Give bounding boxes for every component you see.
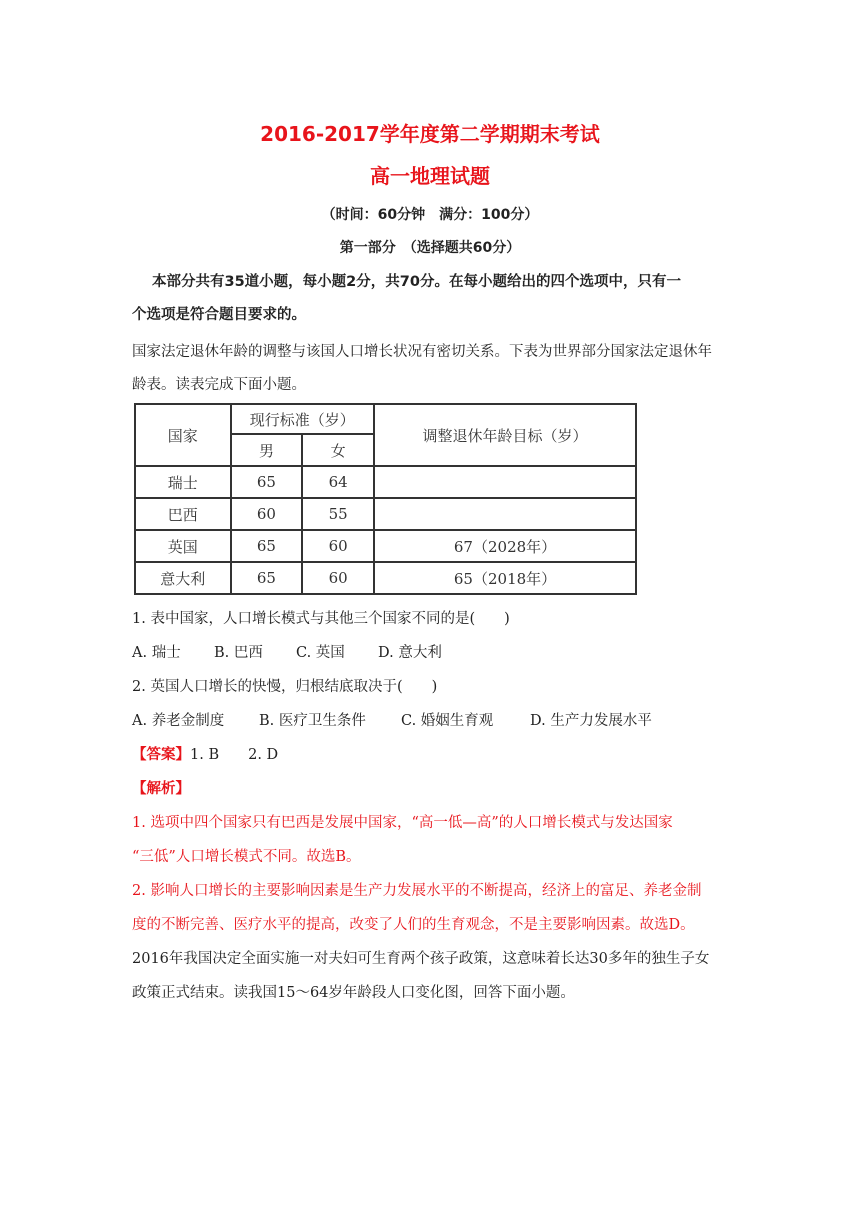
- header-country: 国家: [135, 404, 231, 466]
- instructions-line-2: 个选项是符合题目要求的。: [132, 307, 306, 323]
- intro-1-line-2: 龄表。读表完成下面小题。: [132, 377, 306, 393]
- intro-2-line-1: 2016年我国决定全面实施一对夫妇可生育两个孩子政策，这意味着长达30多年的独生子女: [132, 951, 710, 967]
- cell-country: 英国: [135, 530, 231, 562]
- cell-target: [374, 498, 636, 530]
- answer-line: [132, 743, 732, 764]
- intro-2-line-2: 政策正式结束。读我国15～64岁年龄段人口变化图，回答下面小题。: [132, 985, 575, 1001]
- option-d: D. 意大利: [378, 645, 442, 661]
- table-row: [135, 498, 636, 530]
- question-1-options: [132, 641, 732, 662]
- option-b: B. 巴西: [214, 645, 263, 661]
- question-2-stem: 2. 英国人口增长的快慢，归根结底取决于( ): [132, 679, 438, 695]
- cell-country: 瑞士: [135, 466, 231, 498]
- header-female: 女: [302, 434, 374, 466]
- option-b: B. 医疗卫生条件: [259, 713, 366, 729]
- explanation-2-line-2: 度的不断完善、医疗水平的提高，改变了人们的生育观念，不是主要影响因素。故选D。: [132, 917, 695, 933]
- header-male: 男: [231, 434, 303, 466]
- section-heading: 第一部分 （选择题共60分）: [339, 240, 521, 256]
- cell-country: 意大利: [135, 562, 231, 594]
- cell-female: 60: [302, 530, 374, 562]
- cell-country: 巴西: [135, 498, 231, 530]
- cell-female: 60: [302, 562, 374, 594]
- cell-target: [374, 466, 636, 498]
- retirement-age-table: [134, 403, 637, 595]
- explanation-2-line-1: 2. 影响人口增长的主要影响因素是生产力发展水平的不断提高，经济上的富足、养老金制: [132, 883, 702, 899]
- answer-label: 【答案】: [132, 746, 190, 763]
- explanation-1-line-1: 1. 选项中四个国家只有巴西是发展中国家，“高一低—高”的人口增长模式与发达国家: [132, 815, 673, 831]
- exam-subtitle: 高一地理试题: [370, 164, 490, 188]
- option-c: C. 英国: [296, 645, 345, 661]
- cell-male: 60: [231, 498, 303, 530]
- instructions-line-1: 本部分共有35道小题，每小题2分，共70分。在每小题给出的四个选项中，只有一: [152, 274, 681, 290]
- table-row: [135, 530, 636, 562]
- time-info: （时间：60分钟 满分：100分）: [321, 207, 539, 223]
- option-d: D. 生产力发展水平: [530, 713, 652, 729]
- option-a: A. 瑞士: [132, 645, 181, 661]
- cell-male: 65: [231, 466, 303, 498]
- answer-value: 1. B 2. D: [190, 747, 279, 763]
- question-2-options: [132, 709, 732, 730]
- explanation-1-line-2: “三低”人口增长模式不同。故选B。: [132, 849, 361, 865]
- question-1-stem: 1. 表中国家，人口增长模式与其他三个国家不同的是( ): [132, 611, 510, 627]
- cell-male: 65: [231, 530, 303, 562]
- header-current-standard: 现行标准（岁）: [231, 404, 374, 434]
- table-row: [135, 562, 636, 594]
- header-target: 调整退休年龄目标（岁）: [374, 404, 636, 466]
- exam-title: 2016-2017学年度第二学期期末考试: [260, 122, 600, 146]
- option-c: C. 婚姻生育观: [401, 713, 494, 729]
- cell-male: 65: [231, 562, 303, 594]
- option-a: A. 养老金制度: [132, 713, 225, 729]
- table-row: [135, 466, 636, 498]
- cell-female: 55: [302, 498, 374, 530]
- cell-female: 64: [302, 466, 374, 498]
- cell-target: 67（2028年）: [374, 530, 636, 562]
- analysis-label: 【解析】: [132, 780, 190, 797]
- cell-target: 65（2018年）: [374, 562, 636, 594]
- intro-1-line-1: 国家法定退休年龄的调整与该国人口增长状况有密切关系。下表为世界部分国家法定退休年: [132, 344, 712, 360]
